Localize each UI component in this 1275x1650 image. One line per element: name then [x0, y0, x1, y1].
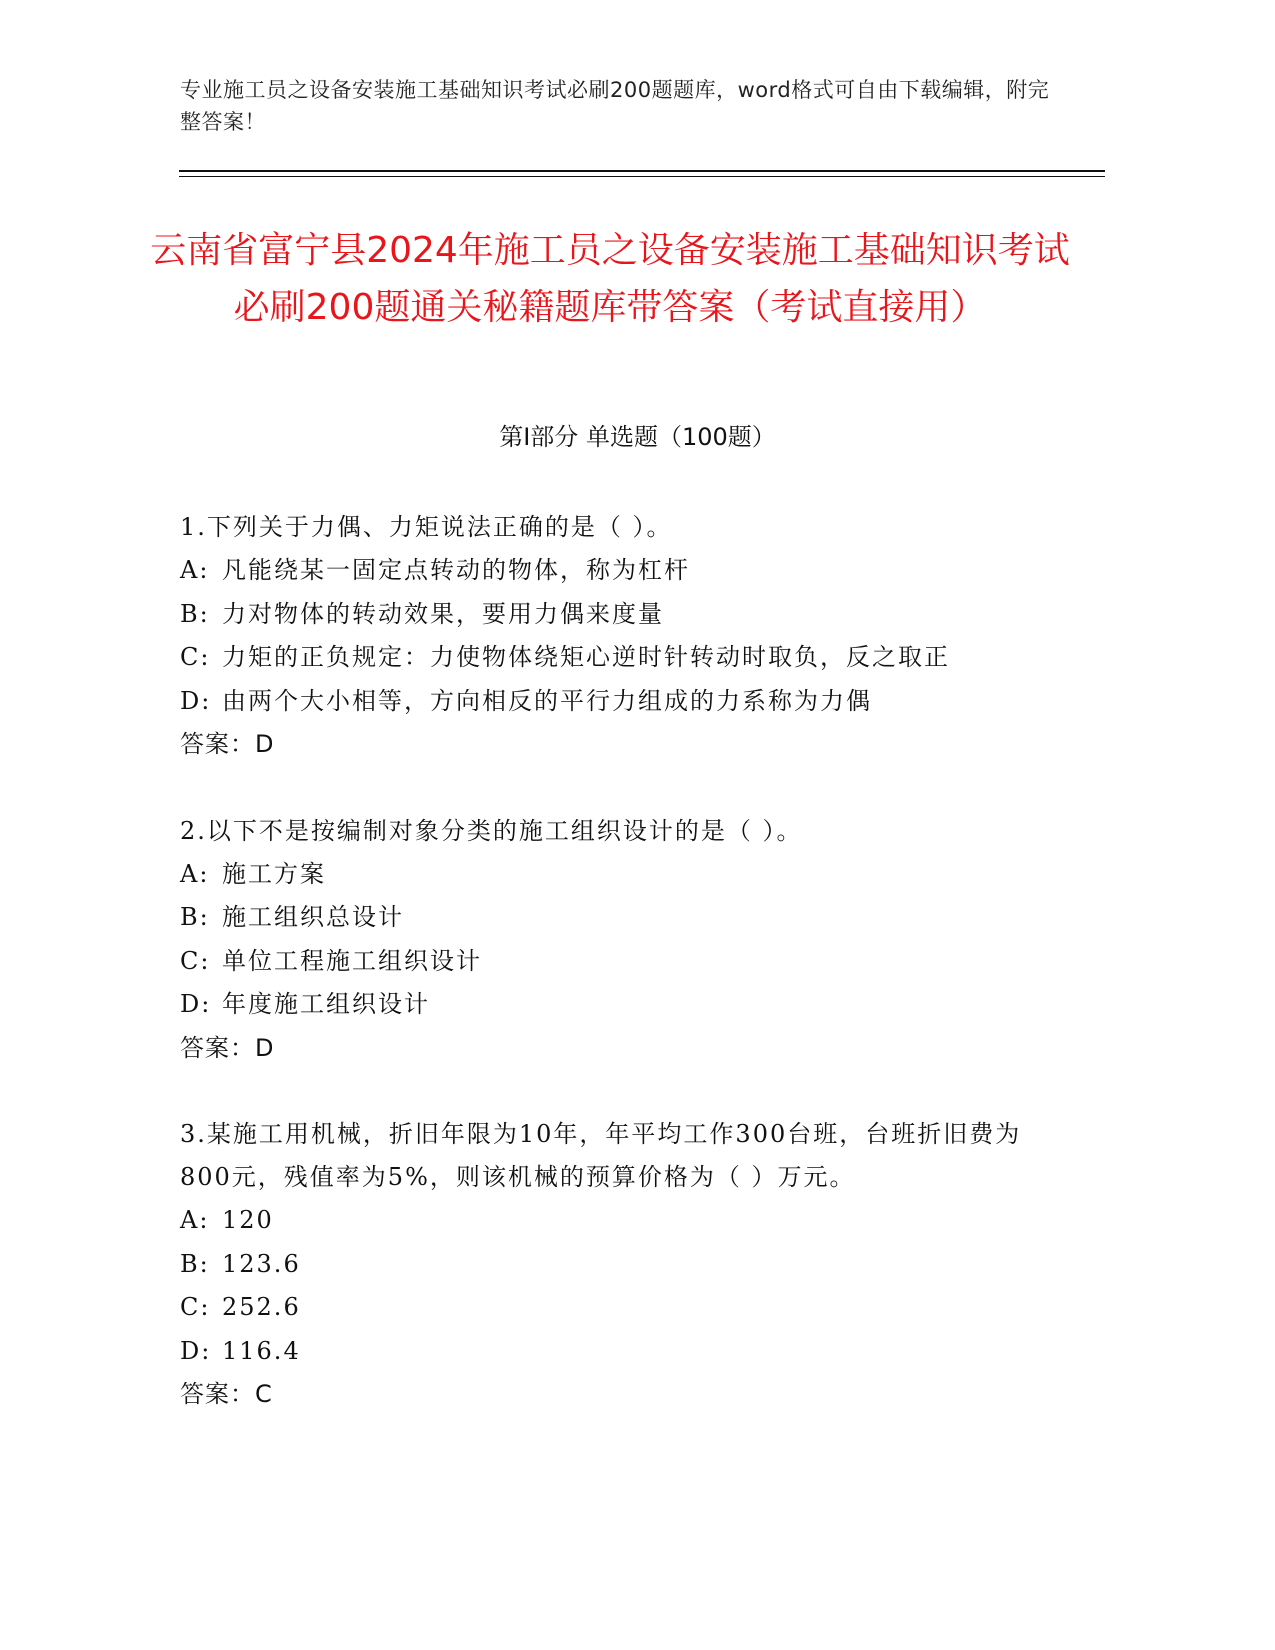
question-1 [180, 506, 1040, 767]
question-stem: 3.某施工用机械，折旧年限为10年，年平均工作300台班，台班折旧费为800元，残值率为5%，则该机械的预算价格为（ ）万元。 [180, 1120, 1022, 1191]
option-d [180, 1330, 1040, 1374]
option-letter: A: [180, 1206, 210, 1234]
header-note: 专业施工员之设备安装施工基础知识考试必刷200题题库，word格式可自由下载编辑，附完整答案！ [180, 78, 1050, 134]
answer-line: 答案：D [180, 1033, 275, 1062]
option-letter: D: [180, 686, 212, 715]
option-letter: C: [180, 1293, 211, 1321]
header-rule-thin [179, 176, 1105, 177]
option-d [180, 983, 1040, 1027]
answer-line: 答案：D [180, 730, 275, 758]
question-2 [180, 810, 1040, 1071]
question-list [180, 506, 1040, 1460]
option-letter: D: [180, 1336, 212, 1365]
answer-line: 答案：C [180, 1380, 273, 1408]
question-stem: 1.下列关于力偶、力矩说法正确的是（ ）。 [180, 513, 673, 541]
option-text: 施工组织总设计 [222, 903, 404, 931]
header-rule-thick [179, 170, 1105, 172]
option-letter: B: [180, 903, 210, 931]
option-letter: B: [180, 1249, 210, 1278]
option-text: 凡能绕某一固定点转动的物体，称为杠杆 [222, 556, 690, 584]
option-a [180, 549, 1040, 593]
option-b [180, 896, 1040, 940]
option-text: 力矩的正负规定：力使物体绕矩心逆时针转动时取负，反之取正 [222, 643, 950, 671]
option-letter: C: [180, 643, 211, 671]
option-letter: B: [180, 599, 210, 628]
option-text: 年度施工组织设计 [222, 990, 430, 1018]
option-letter: C: [180, 946, 211, 975]
option-letter: D: [180, 990, 212, 1018]
option-text: 252.6 [222, 1293, 301, 1321]
option-text: 由两个大小相等，方向相反的平行力组成的力系称为力偶 [222, 686, 872, 715]
option-a [180, 853, 1040, 897]
option-text: 力对物体的转动效果，要用力偶来度量 [222, 599, 664, 628]
option-letter: A: [180, 859, 210, 888]
option-text: 123.6 [222, 1249, 301, 1278]
option-a [180, 1199, 1040, 1243]
option-text: 116.4 [222, 1336, 301, 1365]
option-text: 单位工程施工组织设计 [222, 946, 482, 975]
option-d [180, 680, 1040, 724]
option-b [180, 593, 1040, 637]
option-text: 施工方案 [222, 859, 326, 888]
section-heading: 第I部分 单选题（100题） [499, 423, 776, 451]
option-c [180, 636, 1040, 680]
option-b [180, 1243, 1040, 1287]
question-3 [180, 1113, 1040, 1417]
option-c [180, 1286, 1040, 1330]
option-letter: A: [180, 556, 210, 584]
option-c [180, 940, 1040, 984]
option-text: 120 [222, 1206, 274, 1234]
question-stem: 2.以下不是按编制对象分类的施工组织设计的是（ ）。 [180, 816, 803, 845]
document-title: 云南省富宁县2024年施工员之设备安装施工基础知识考试必刷200题通关秘籍题库带答案（考试直接用） [150, 230, 1070, 328]
